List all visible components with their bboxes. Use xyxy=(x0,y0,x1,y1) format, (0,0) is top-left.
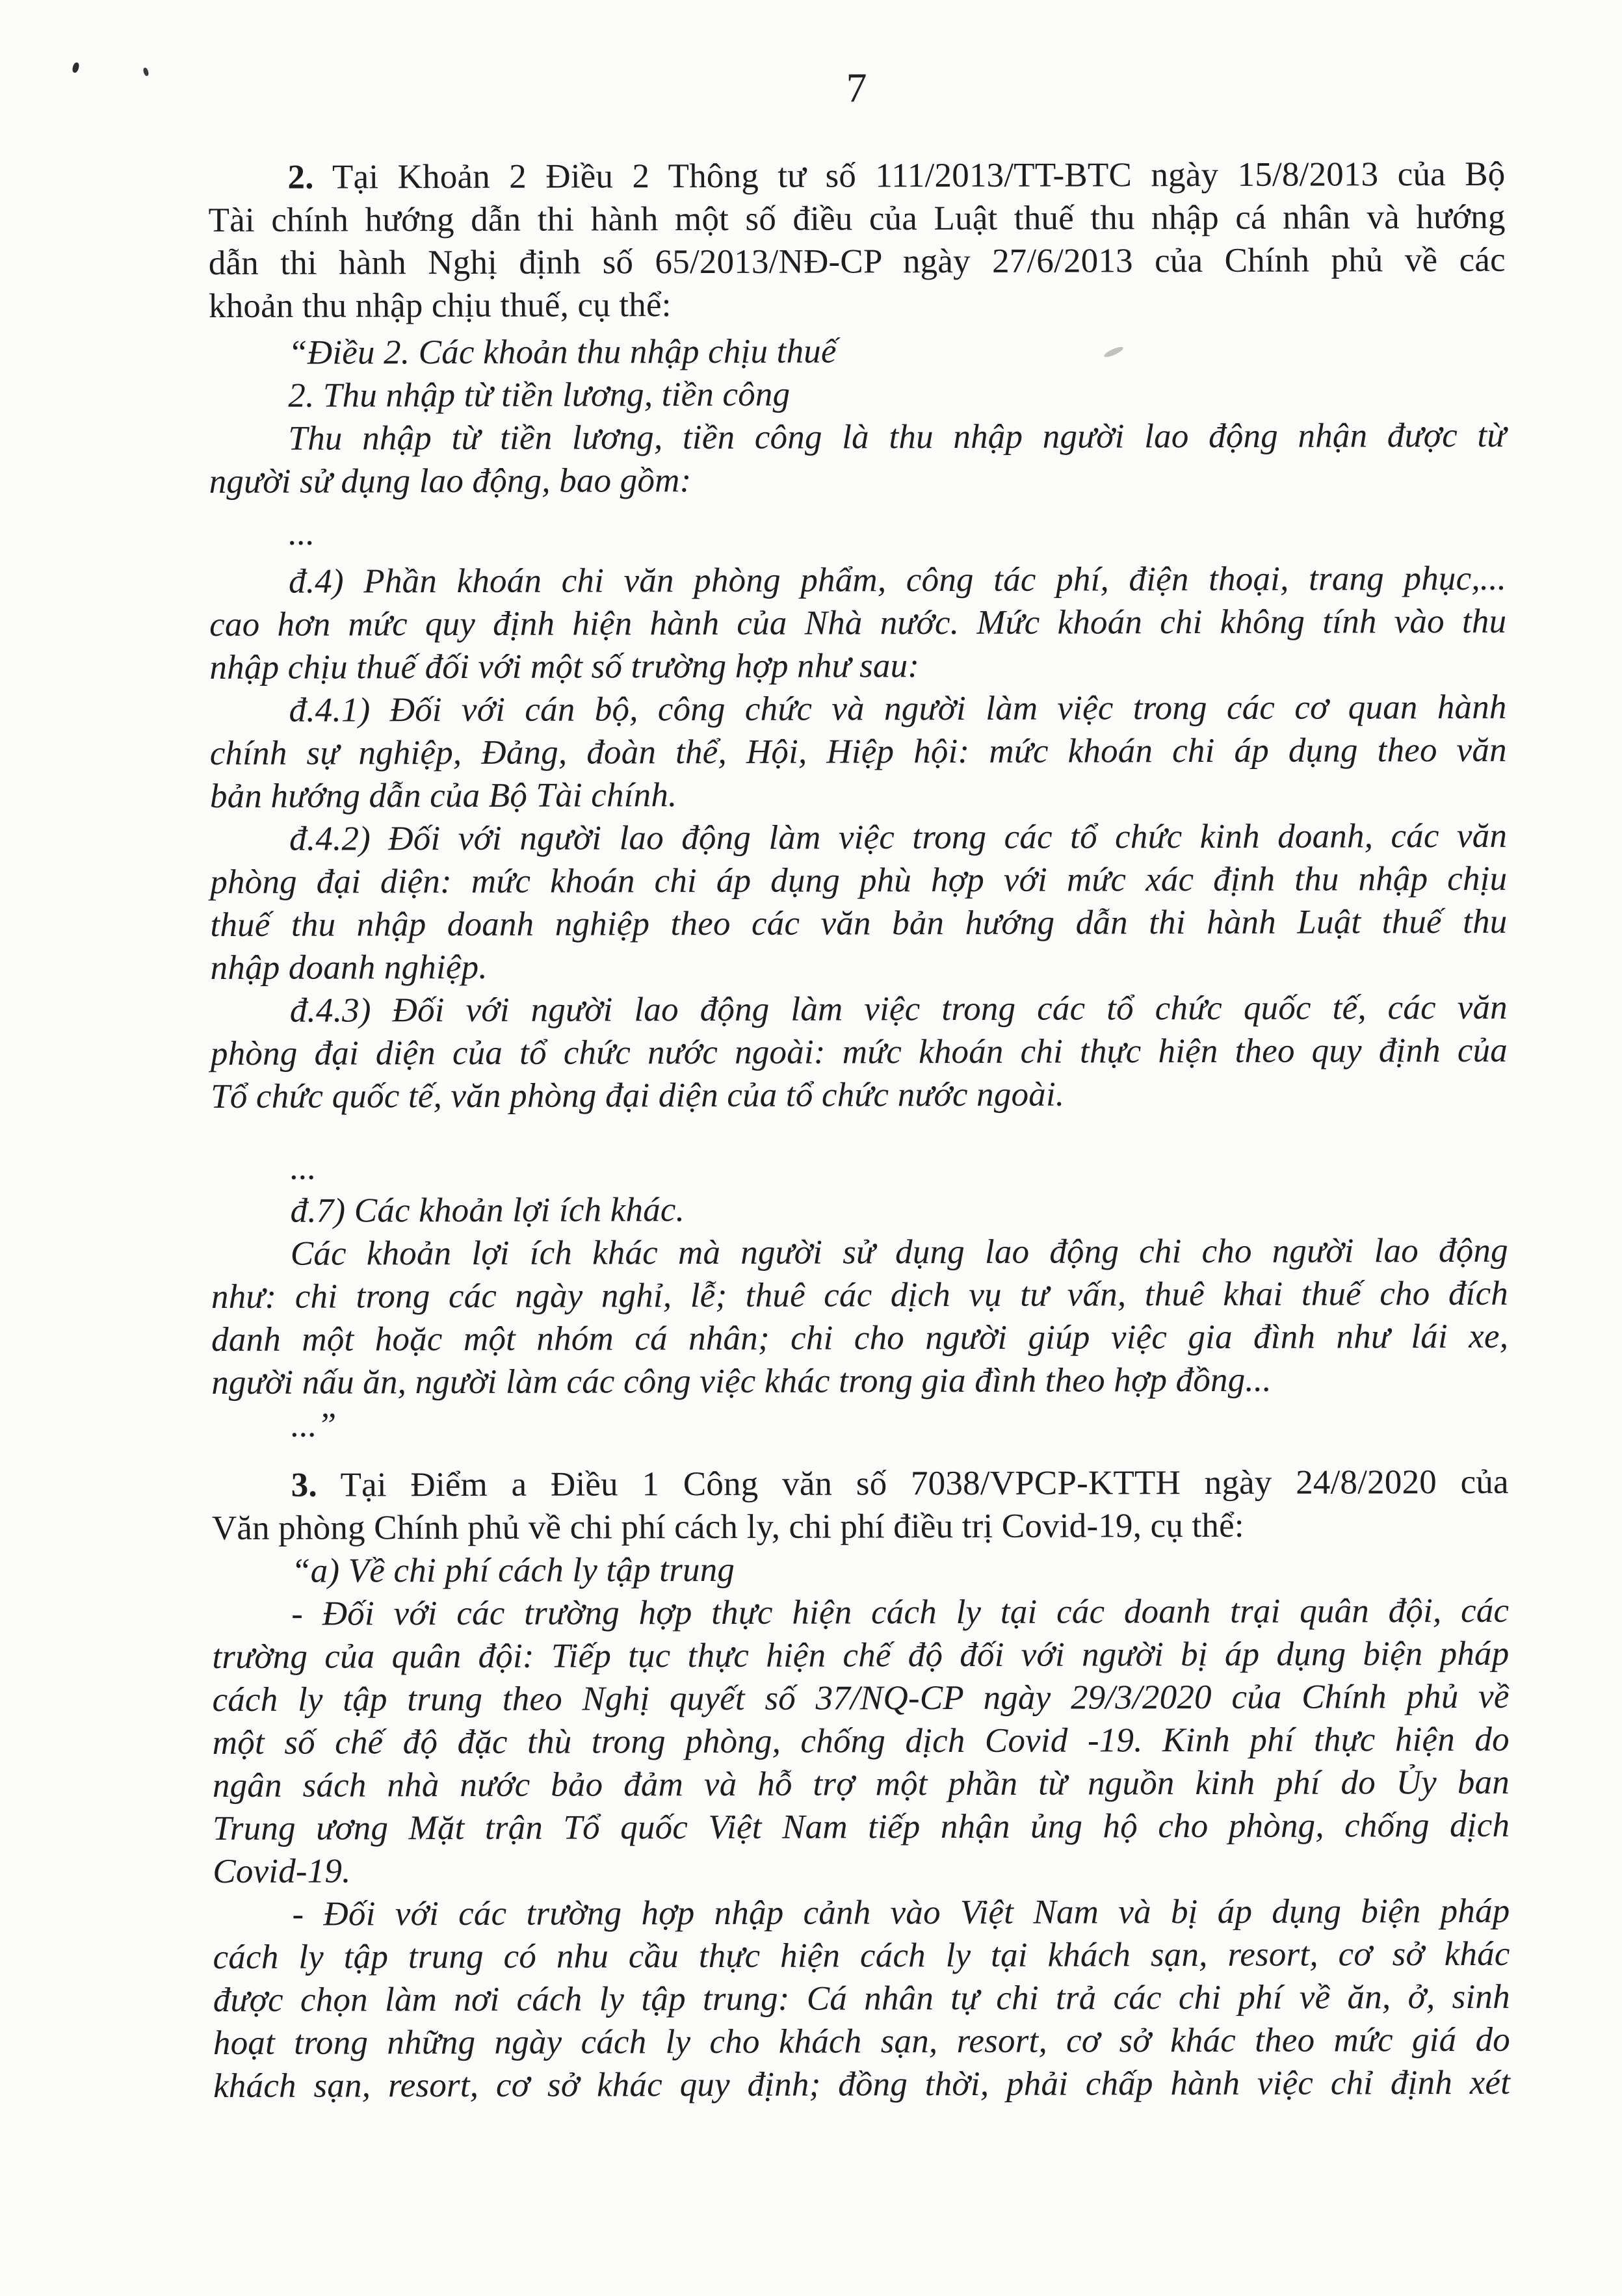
text-line: cách ly tập trung có nhu cầu thực hiện cách ly tại khách sạn, resort, cơ sở khác xyxy=(213,1935,1510,1976)
text-line: “a) Về chi phí cách ly tập trung xyxy=(291,1550,735,1590)
text-line: bản hướng dẫn của Bộ Tài chính. xyxy=(209,776,677,815)
text-line: danh một hoặc một nhóm cá nhân; chi cho người giúp việc gia đình như lái xe, xyxy=(211,1317,1509,1359)
document-body xyxy=(208,153,1510,2107)
text-line: Covid-19. xyxy=(213,1852,351,1890)
text-line: ... xyxy=(290,1149,317,1187)
scan-speck xyxy=(72,62,80,73)
text-line: Tài chính hướng dẫn thi hành một số điều của Luật thuế thu nhập cá nhân và hướng xyxy=(208,198,1506,239)
text-line: phòng đại diện của tổ chức nước ngoài: mức khoán chi thực hiện theo quy định của xyxy=(210,1031,1508,1073)
paragraph-number: 3. xyxy=(291,1466,317,1504)
text-line: 3. Tại Điểm a Điều 1 Công văn số 7038/VPCP-KTTH ngày 24/8/2020 của xyxy=(291,1463,1509,1504)
text-line: cách ly tập trung theo Nghị quyết số 37/NQ-CP ngày 29/3/2020 của Chính phủ về xyxy=(212,1677,1510,1719)
text-line: cao hơn mức quy định hiện hành của Nhà nước. Mức khoán chi không tính vào thu xyxy=(209,602,1507,644)
text-line: Văn phòng Chính phủ về chi phí cách ly, chi phí điều trị Covid-19, cụ thể: xyxy=(211,1506,1244,1547)
text-line: ...” xyxy=(291,1406,337,1444)
text-line: hoạt trong những ngày cách ly cho khách sạn, resort, cơ sở khác theo mức giá do xyxy=(213,2020,1511,2062)
text-line: nhập doanh nghiệp. xyxy=(210,948,488,987)
text-line: ngân sách nhà nước bảo đảm và hỗ trợ một phần từ nguồn kinh phí do Ủy ban xyxy=(212,1763,1510,1805)
text-line: khách sạn, resort, cơ sở khác quy định; đồng thời, phải chấp hành việc chỉ định xét xyxy=(213,2063,1511,2105)
text-line: người nấu ăn, người làm các công việc khác trong gia đình theo hợp đồng... xyxy=(211,1361,1272,1402)
text-line: trường của quân đội: Tiếp tục thực hiện chế độ đối với người bị áp dụng biện pháp xyxy=(212,1634,1510,1676)
text-line: 2. Tại Khoản 2 Điều 2 Thông tư số 111/2013/TT-BTC ngày 15/8/2013 của Bộ xyxy=(287,155,1506,196)
text-line: thuế thu nhập doanh nghiệp theo các văn bản hướng dẫn thi hành Luật thuế thu xyxy=(210,902,1508,944)
text-line: người sử dụng lao động, bao gồm: xyxy=(209,462,692,501)
text-line: khoản thu nhập chịu thuế, cụ thể: xyxy=(208,286,672,325)
text-line: đ.7) Các khoản lợi ích khác. xyxy=(290,1191,685,1230)
text-line: được chọn làm nơi cách ly tập trung: Cá nhân tự chi trả các chi phí về ăn, ở, sinh xyxy=(213,1977,1510,2019)
text-line: một số chế độ đặc thù trong phòng, chống dịch Covid -19. Kinh phí thực hiện do xyxy=(212,1720,1510,1762)
paragraph-number: 2. xyxy=(287,158,314,196)
text-line: Các khoản lợi ích khác mà người sử dụng lao động chi cho người lao động xyxy=(290,1231,1508,1273)
text-line: phòng đại diện: mức khoán chi áp dụng phù hợp với mức xác định thu nhập chịu xyxy=(210,859,1508,901)
text-line: - Đối với các trường hợp nhập cảnh vào Việt Nam và bị áp dụng biện pháp xyxy=(292,1892,1510,1933)
text-line: - Đối với các trường hợp thực hiện cách ly tại các doanh trại quân đội, các xyxy=(291,1591,1510,1633)
text-line: đ.4) Phần khoán chi văn phòng phẩm, công tác phí, điện thoại, trang phục,... xyxy=(289,559,1507,601)
text-line: như: chi trong các ngày nghỉ, lễ; thuê các dịch vụ tư vấn, thuê khai thuế cho đích xyxy=(211,1274,1509,1316)
text-line: 2. Thu nhập từ tiền lương, tiền công xyxy=(288,375,791,415)
text-line: Thu nhập từ tiền lương, tiền công là thu nhập người lao động nhận được từ xyxy=(288,416,1506,458)
text-line: dẫn thi hành Nghị định số 65/2013/NĐ-CP ngày 27/6/2013 của Chính phủ về các xyxy=(208,241,1506,282)
text-line: Trung ương Mặt trận Tổ quốc Việt Nam tiếp nhận ủng hộ cho phòng, chống dịch xyxy=(213,1806,1510,1847)
text-line: đ.4.2) Đối với người lao động làm việc trong các tổ chức kinh doanh, các văn xyxy=(289,816,1508,858)
text-line: ... xyxy=(288,514,315,553)
text-line: đ.4.3) Đối với người lao động làm việc trong các tổ chức quốc tế, các văn xyxy=(289,988,1508,1030)
text-line: chính sự nghiệp, Đảng, đoàn thể, Hội, Hiệp hội: mức khoán chi áp dụng theo văn xyxy=(209,731,1507,772)
text-line: nhập chịu thuế đối với một số trường hợp như sau: xyxy=(209,647,920,686)
text-line: “Điều 2. Các khoản thu nhập chịu thuế xyxy=(288,332,837,372)
page-content xyxy=(208,60,1510,2107)
text-line: Tổ chức quốc tế, văn phòng đại diện của tổ chức nước ngoài. xyxy=(211,1075,1065,1115)
scan-speck xyxy=(142,67,150,77)
page-number: 7 xyxy=(846,64,867,111)
text-line: đ.4.1) Đối với cán bộ, công chức và người làm việc trong các cơ quan hành xyxy=(289,688,1507,729)
